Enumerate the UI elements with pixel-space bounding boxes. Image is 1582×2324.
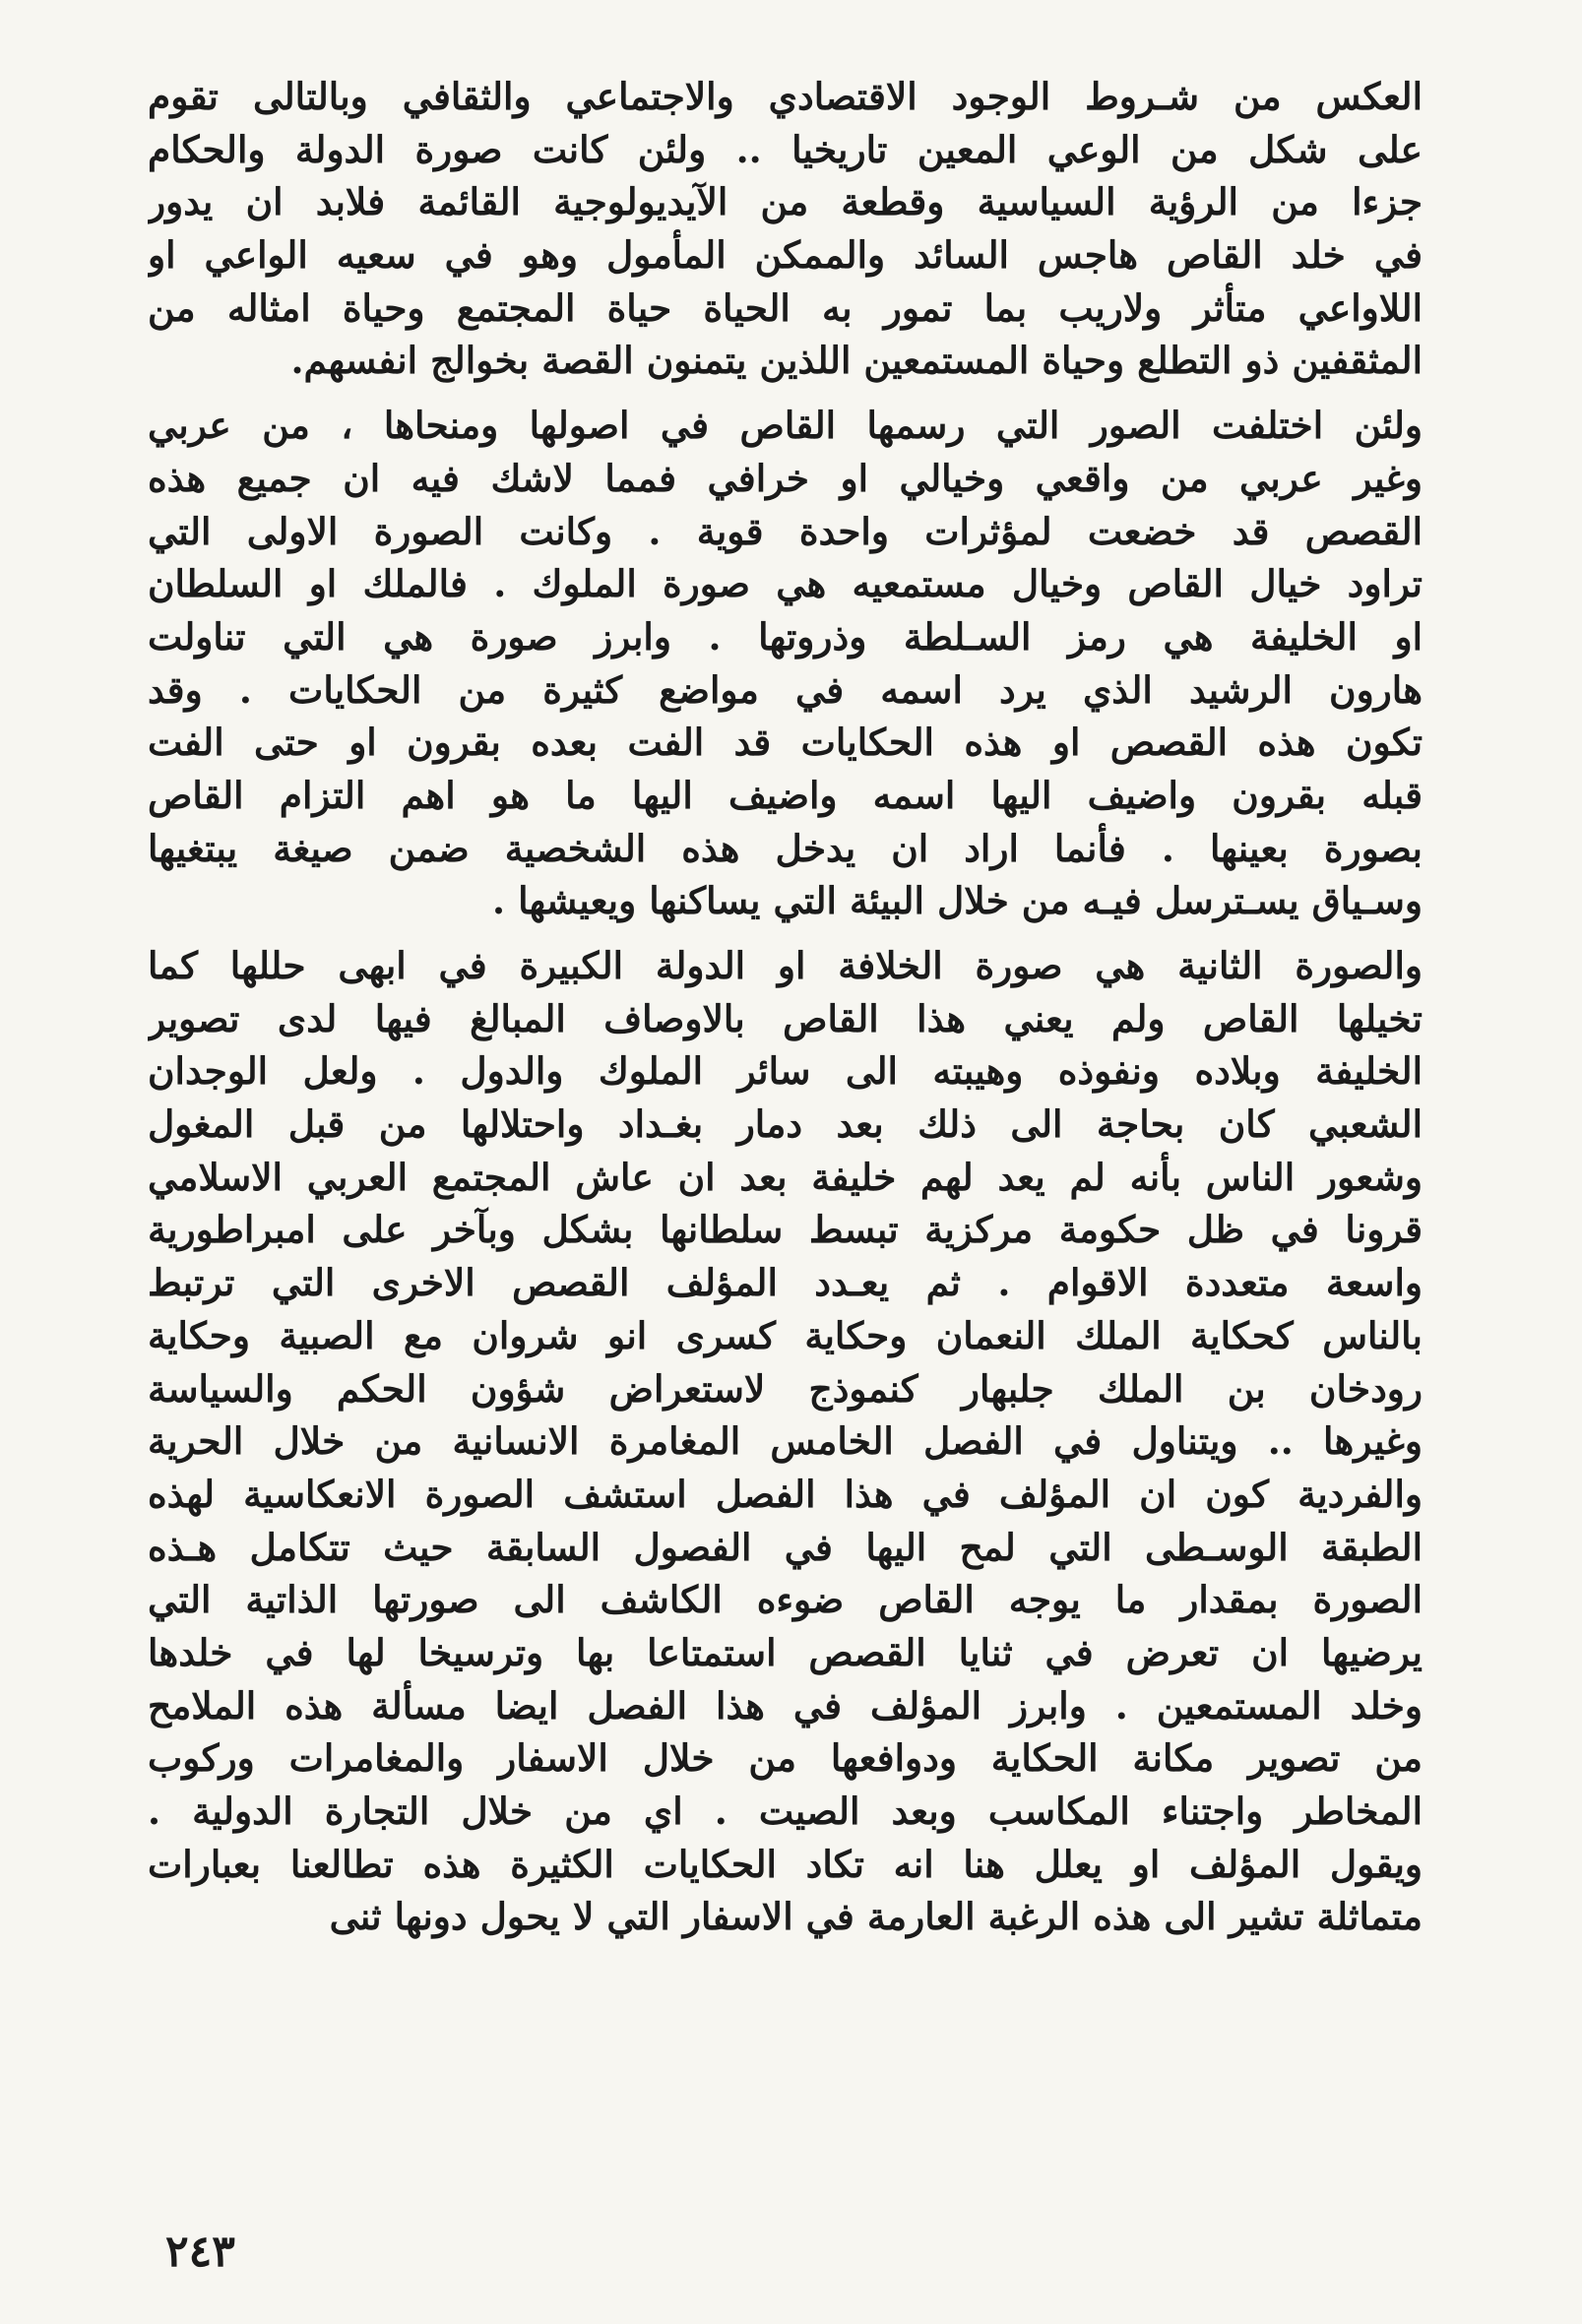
text-line: الشعبي كان بحاجة الى ذلك بعد دمار بغـداد واحتلالها من قبل المغول [148,1102,1423,1147]
text-line: القصص قد خضعت لمؤثرات واحدة قوية . وكانت الصورة الاولى التي [148,509,1423,553]
text-line: وسـياق يسـترسل فيـه من خلال البيئة التي يساكنها ويعيشها . [491,879,1423,923]
text-line: هارون الرشيد الذي يرد اسمه في مواضع كثيرة من الحكايات . وقد [148,667,1423,712]
text-line: وشعور الناس بأنه لم يعد لهم خليفة بعد ان عاش المجتمع العربي الاسلامي [148,1155,1423,1199]
text-line: قبله بقرون واضيف اليها اسمه واضيف اليها ما هو اهم التزام القاص [148,773,1423,817]
text-line: وخلد المستمعين . وابرز المؤلف في هذا الفصل ايضا مسألة هذه الملامح [148,1683,1423,1727]
text-line: المثقفين ذو التطلع وحياة المستمعين اللذين يتمنون القصة بخوالج انفسهم. [290,339,1423,383]
text-line: يرضيها ان تعرض في ثنايا القصص استمتاعا بها وترسيخا لها في خلدها [148,1630,1423,1674]
paragraph [148,400,1423,928]
page-number: ٢٤٣ [165,2227,235,2277]
text-line: المخاطر واجتناء المكاسب وبعد الصيت . اي من خلال التجارة الدولية . [148,1790,1423,1833]
paragraph [148,940,1423,1944]
text-line: اللاواعي متأثر ولاريب بما تمور به الحياة حياة المجتمع وحياة امثاله من [148,285,1423,330]
text-line: من تصوير مكانة الحكاية ودوافعها من خلال الاسفار والمغامرات وركوب [148,1736,1423,1781]
text-line: في خلد القاص هاجس السائد والممكن المأمول وهو في سعيه الواعي او [148,233,1423,278]
text-line: رودخان بن الملك جلبهار كنموذج لاستعراض شؤون الحكم والسياسة [148,1366,1423,1411]
text-line: العكس من شـروط الوجود الاقتصادي والاجتماعي والثقافي وبالتالى تقوم [148,75,1423,118]
text-line: الخليفة وبلاده ونفوذه وهيبته الى سائر الملوك والدول . ولعل الوجدان [148,1049,1423,1094]
text-line: الصورة بمقدار ما يوجه القاص ضوءه الكاشف الى صورتها الذاتية التي [148,1578,1423,1622]
text-line: على شكل من الوعي المعين تاريخيا .. ولئن كانت صورة الدولة والحكام [148,127,1423,171]
paragraph [148,71,1423,388]
text-line: جزءا من الرؤية السياسية وقطعة من الآيديولوجية القائمة فلابد ان يدور [148,180,1423,224]
body-text [148,71,1423,1944]
text-line: واسعة متعددة الاقوام . ثم يعـدد المؤلف القصص الاخرى التي ترتبط [148,1261,1423,1305]
text-line: وغير عربي من واقعي وخيالي او خرافي فمما لاشك فيه ان جميع هذه [148,456,1423,500]
text-line: تخيلها القاص ولم يعني هذا القاص بالاوصاف المبالغ فيها لدى تصوير [148,996,1423,1040]
paragraph-spacer [148,388,1423,400]
text-line: وغيرها .. ويتناول في الفصل الخامس المغامرة الانسانية من خلال الحرية [148,1419,1423,1464]
text-line: قرونا في ظل حكومة مركزية تبسط سلطانها بشكل وبآخر على امبراطورية [148,1208,1423,1252]
text-line: والفردية كون ان المؤلف في هذا الفصل استشف الصورة الانعكاسية لهذه [148,1472,1423,1516]
paragraph-spacer [148,928,1423,940]
text-line: ولئن اختلفت الصور التي رسمها القاص في اصولها ومنحاها ، من عربي [148,404,1423,448]
text-line: متماثلة تشير الى هذه الرغبة العارمة في الاسفار التي لا يحول دونها ثنى [329,1895,1423,1939]
text-line: تكون هذه القصص او هذه الحكايات قد الفت بعده بقرون او حتى الفت [148,721,1423,765]
text-line: تراود خيال القاص وخيال مستمعيه هي صورة الملوك . فالملك او السلطان [148,562,1423,606]
text-line: بصورة بعينها . فأنما اراد ان يدخل هذه الشخصية ضمن صيغة يبتغيها [148,826,1423,870]
text-line: بالناس كحكاية الملك النعمان وحكاية كسرى انو شروان مع الصبية وحكاية [148,1313,1423,1357]
text-line: ويقول المؤلف او يعلل هنا انه تكاد الحكايات الكثيرة هذه تطالعنا بعبارات [148,1842,1423,1886]
text-line: والصورة الثانية هي صورة الخلافة او الدولة الكبيرة في ابهى حللها كما [148,944,1423,987]
text-line: او الخليفة هي رمز السـلطة وذروتها . وابرز صورة هي التي تناولت [148,614,1423,659]
text-line: الطبقة الوسـطى التي لمح اليها في الفصول السابقة حيث تتكامل هـذه [148,1525,1423,1569]
